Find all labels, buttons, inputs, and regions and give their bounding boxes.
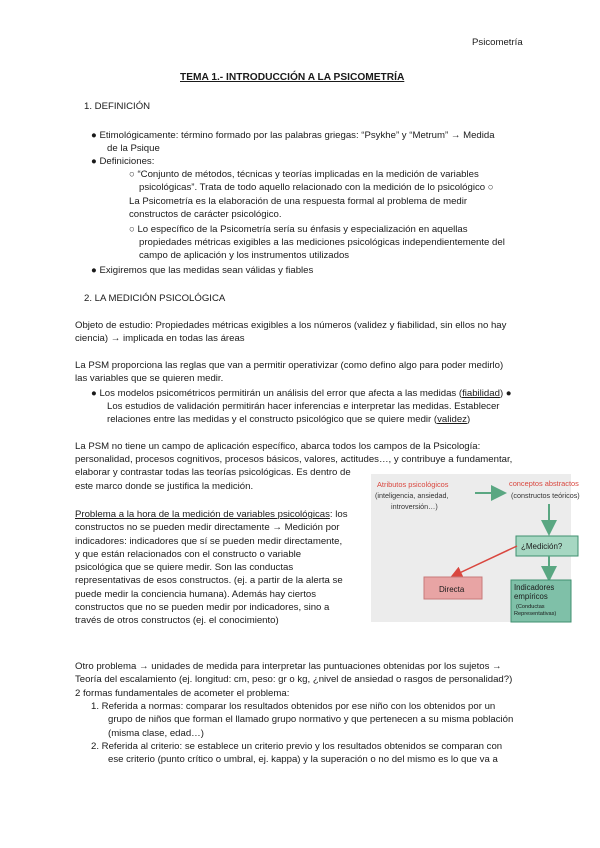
validez-term: validez bbox=[437, 414, 467, 425]
numbered2-line1: 2. Referida al criterio: se establece un criterio previo y los resultados obtenidos se comparan con bbox=[91, 741, 503, 752]
definition1-line2: psicológicas”. Trata de todo aquello relacionado con la medición de lo psicológico ○ bbox=[139, 182, 494, 193]
paragraph3-line1: La PSM no tiene un campo de aplicación específico, abarca todos los campos de la Psicología: bbox=[75, 441, 481, 452]
ind-title1: Indicadores bbox=[514, 583, 555, 592]
page-title: TEMA 1.- INTRODUCCIÓN A LA PSICOMETRÍA bbox=[180, 72, 405, 83]
paragraph3-line3: elaborar y contrastar todas las teorías psicológicas. Es dentro de bbox=[75, 467, 351, 478]
problem-line2: constructos no se pueden medir directamente → Medición por bbox=[75, 522, 340, 533]
problem-line4: y que están relacionados con el constructo o variable bbox=[75, 549, 302, 560]
definition3-line3: campo de aplicación y los instrumentos utilizados bbox=[139, 250, 350, 261]
paragraph5-line2: Teoría del escalamiento (ej. longitud: cm, peso: gr o kg, ¿nivel de ansiedad o rasgos de personalidad?) bbox=[75, 674, 513, 685]
paragraph2-bullet2-line2: relaciones entre las medidas y el constructo psicológico que se quiere medir (validez) bbox=[107, 414, 471, 425]
problem-line8: constructos que no se pueden medir por indicadores, sino a bbox=[75, 602, 330, 613]
attr-sub2: introversión…) bbox=[391, 502, 438, 511]
concept-title: conceptos abstractos bbox=[509, 479, 579, 488]
definition3-line2: propiedades métricas exigibles a las mediciones psicológicas independientemente del bbox=[139, 237, 505, 248]
problem-line1: Problema a la hora de la medición de variables psicológicas: los bbox=[75, 509, 348, 520]
numbered1-line2: grupo de niños que forman el llamado grupo normativo y que pertenecen a su misma población bbox=[108, 714, 514, 725]
header-subject: Psicometría bbox=[472, 37, 523, 48]
definition1-line1: ○ “Conjunto de métodos, técnicas y teorías implicadas en la medición de variables bbox=[129, 169, 479, 180]
paragraph3-line2: personalidad, procesos cognitivos, procesos básicos, valores, actitudes…, y contribuye a fundamentar, bbox=[75, 454, 513, 465]
ind-sub1: (Conductas bbox=[516, 604, 545, 610]
arrow-to-directa bbox=[453, 546, 517, 576]
paragraph2-line2: las variables que se quieren medir. bbox=[75, 373, 224, 384]
medicion-label: ¿Medición? bbox=[521, 542, 563, 551]
section1-bullet1-line2: de la Psique bbox=[107, 143, 160, 154]
definition2-line1: La Psicometría es la elaboración de una respuesta formal al problema de medir bbox=[129, 196, 468, 207]
paragraph5-line1: Otro problema → unidades de medida para interpretar las puntuaciones obtenidas por los sujetos → bbox=[75, 661, 502, 672]
measurement-diagram bbox=[371, 474, 580, 622]
numbered2-line2: ese criterio (punto crítico o umbral, ej. kappa) y la superación o no del mismo es lo que va a bbox=[108, 754, 498, 765]
paragraph2-line1: La PSM proporciona las reglas que van a permitir operativizar (como defino algo para poder medirlo) bbox=[75, 360, 504, 371]
fiabilidad-term: fiabilidad bbox=[462, 388, 500, 399]
paragraph5-line3: 2 formas fundamentales de acometer el problema: bbox=[75, 688, 290, 699]
section1-bullet1-line1: ● Etimológicamente: término formado por las palabras griegas: “Psykhe” y “Metrum” → Medida bbox=[91, 130, 495, 141]
ind-sub2: Representativas) bbox=[514, 611, 557, 617]
directa-label: Directa bbox=[439, 585, 465, 594]
numbered1-line3: (misma clase, edad…) bbox=[108, 728, 204, 739]
paragraph1-line2: ciencia) → implicada en todas las áreas bbox=[75, 333, 245, 344]
section1-heading: 1. DEFINICIÓN bbox=[84, 101, 151, 112]
attr-title: Atributos psicológicos bbox=[377, 480, 449, 489]
paragraph2-bullet2-line1: Los estudios de validación permitirán hacer inferencias e interpretar las medidas. Establecer bbox=[107, 401, 500, 412]
paragraph3-line4: este marco donde se justifica la medición. bbox=[75, 481, 254, 492]
definition2-line2: constructos de carácter psicológico. bbox=[129, 209, 282, 220]
problem-line7: puede medir la conciencia humana). Además hay ciertos bbox=[75, 589, 317, 600]
paragraph2-bullet1: ● Los modelos psicométricos permitirán un análisis del error que afecta a las medidas (fiabilidad) ● bbox=[91, 388, 512, 399]
problem-line9: través de otros constructos (ej. el conocimiento) bbox=[75, 615, 279, 626]
concept-sub: (constructos teóricos) bbox=[511, 491, 580, 500]
problem-line3: indicadores: indicadores que sí se pueden medir directamente, bbox=[75, 536, 343, 547]
section1-bullet3: ● Exigiremos que las medidas sean válidas y fiables bbox=[91, 265, 314, 276]
numbered1-line1: 1. Referida a normas: comparar los resultados obtenidos por ese niño con los obtenidos por un bbox=[91, 701, 496, 712]
section1-bullet2: ● Definiciones: bbox=[91, 156, 155, 167]
attr-sub1: (inteligencia, ansiedad, bbox=[375, 491, 449, 500]
problem-line6: representativas de esos constructos. (ej. a partir de la alerta se bbox=[75, 575, 343, 586]
definition3-line1: ○ Lo específico de la Psicometría sería su énfasis y especialización en aquellas bbox=[129, 224, 468, 235]
paragraph1-line1: Objeto de estudio: Propiedades métricas exigibles a los números (validez y fiabilidad, sin ellos no hay bbox=[75, 320, 507, 331]
problem-line5: psicológica que se quiere medir. Son las conductas bbox=[75, 562, 294, 573]
ind-title2: empíricos bbox=[514, 592, 548, 601]
section2-heading: 2. LA MEDICIÓN PSICOLÓGICA bbox=[84, 293, 226, 304]
